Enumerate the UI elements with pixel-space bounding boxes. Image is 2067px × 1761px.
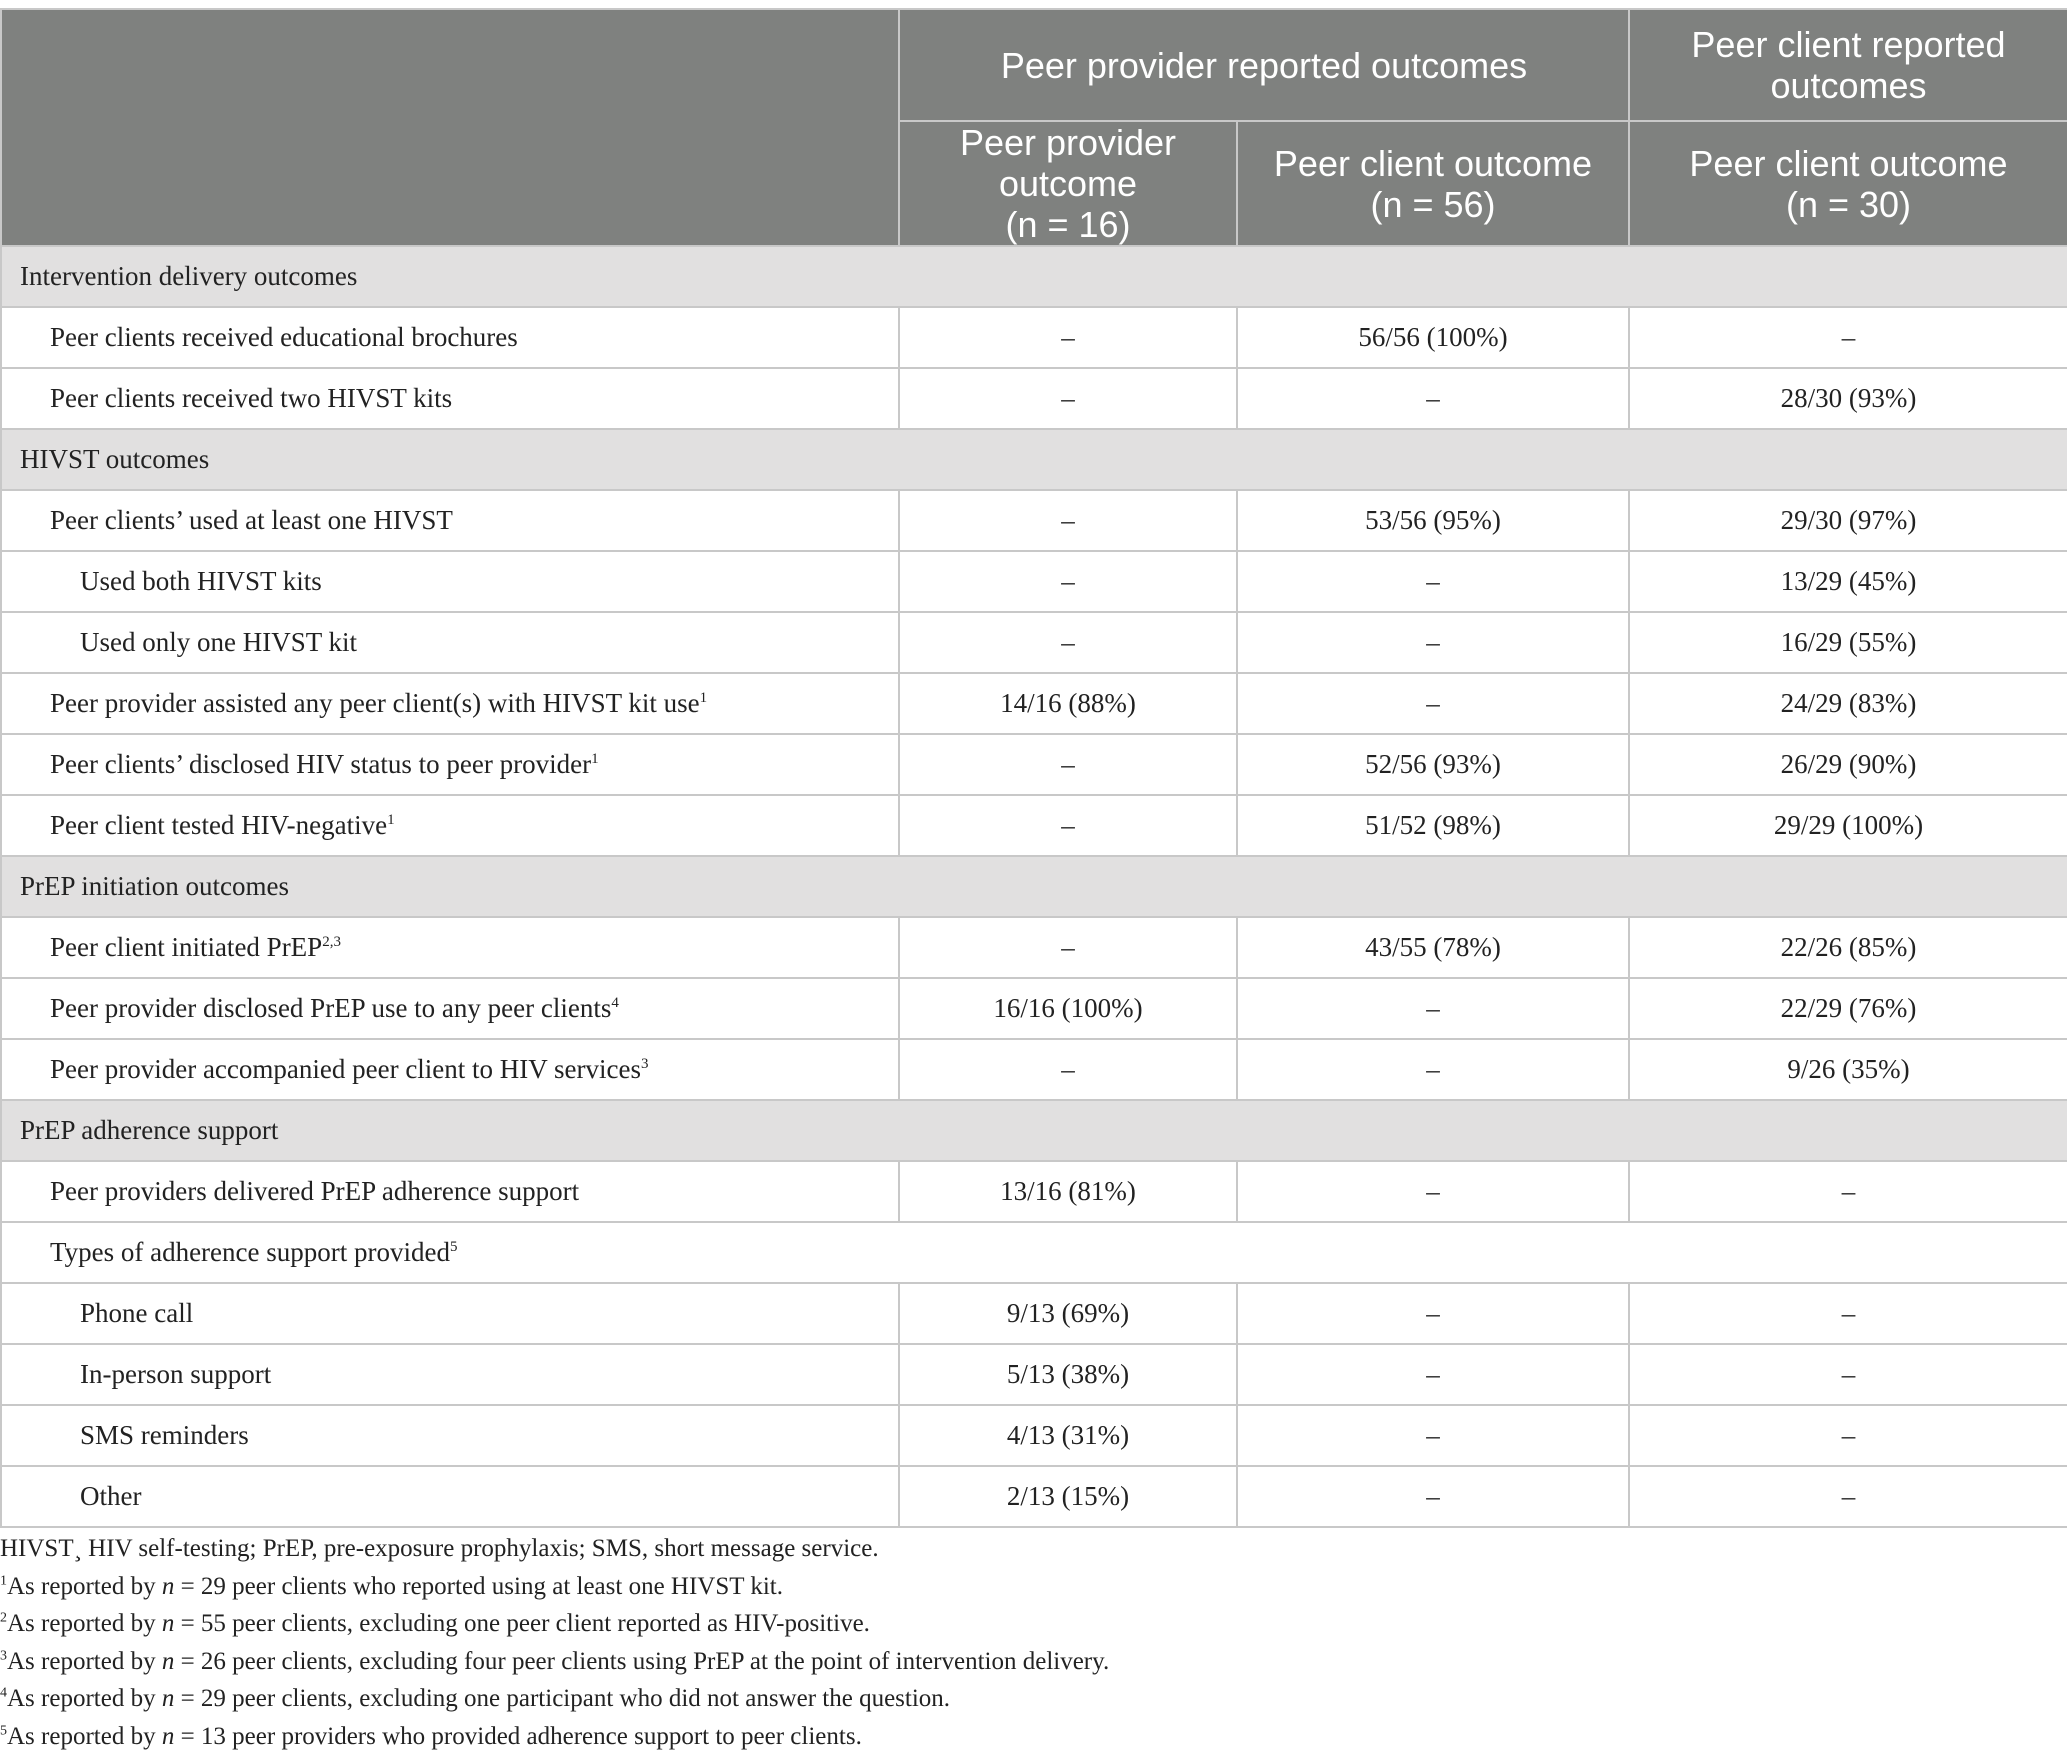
header-client-outcome-a [1237, 121, 1629, 246]
row-label-text: Peer clients’ used at least one HIVST [50, 505, 453, 535]
table-row [1, 490, 2067, 551]
value-cell: 24/29 (83%) [1629, 673, 2067, 734]
value-cell: – [1237, 1344, 1629, 1405]
row-label-text: Used only one HIVST kit [80, 627, 357, 657]
footnote-text: As reported by [7, 1685, 162, 1712]
table-row [1, 795, 2067, 856]
value-cell: 22/29 (76%) [1629, 978, 2067, 1039]
row-label-text: Peer client tested HIV-negative [50, 810, 388, 840]
row-label [1, 734, 899, 795]
table-row [1, 551, 2067, 612]
value-cell: – [899, 490, 1237, 551]
value-cell: – [1237, 673, 1629, 734]
table-row [1, 673, 2067, 734]
header-group-client: Peer client reported outcomes [1629, 9, 2067, 121]
row-label [1, 307, 899, 368]
value-cell: – [899, 795, 1237, 856]
table-row [1, 368, 2067, 429]
footnote-n: n [161, 1610, 175, 1637]
value-cell: – [899, 612, 1237, 673]
section-title: PrEP adherence support [1, 1100, 2067, 1161]
footnote [0, 1718, 2067, 1756]
value-cell: – [899, 917, 1237, 978]
footnote-marker: 4 [611, 995, 619, 1011]
table-row [1, 1222, 2067, 1283]
row-label [1, 490, 899, 551]
footnote-mark: 3 [0, 1648, 7, 1664]
row-label-text: Other [80, 1481, 142, 1511]
section-title: HIVST outcomes [1, 429, 2067, 490]
footnote-mark: 5 [0, 1723, 7, 1739]
value-cell: 9/26 (35%) [1629, 1039, 2067, 1100]
footnote [0, 1568, 2067, 1606]
footnote-marker: 1 [699, 690, 708, 706]
value-cell: 4/13 (31%) [899, 1405, 1237, 1466]
value-cell: – [1629, 1283, 2067, 1344]
value-cell: – [1237, 1283, 1629, 1344]
value-cell: 26/29 (90%) [1629, 734, 2067, 795]
value-cell: 13/29 (45%) [1629, 551, 2067, 612]
footnote-abbreviations: HIVST¸ HIV self-testing; PrEP, pre-exposure prophylaxis; SMS, short message service. [0, 1535, 879, 1562]
footnote-marker: 1 [387, 812, 395, 828]
section-row [1, 856, 2067, 917]
footnote-n: n [161, 1722, 175, 1750]
row-label [1, 368, 899, 429]
value-cell: 16/16 (100%) [899, 978, 1237, 1039]
table-row [1, 1283, 2067, 1344]
row-label [1, 1283, 899, 1344]
row-label-text: In-person support [80, 1359, 272, 1389]
row-label [1, 1161, 899, 1222]
header-client-outcome-b-label: Peer client outcome [1689, 142, 2008, 184]
footnote-marker: 5 [449, 1239, 458, 1255]
section-title: Intervention delivery outcomes [1, 246, 2067, 307]
section-row [1, 1100, 2067, 1161]
row-label-text: Peer clients received educational brochures [50, 322, 518, 352]
footnote-text: As reported by [7, 1610, 162, 1637]
row-label [1, 1039, 899, 1100]
value-cell: 22/26 (85%) [1629, 917, 2067, 978]
footnote-n: n [161, 1685, 175, 1712]
value-cell: – [1629, 1161, 2067, 1222]
value-cell: – [899, 1039, 1237, 1100]
footnote-text: = 29 peer clients, excluding one participant who did not answer the question. [174, 1685, 951, 1712]
row-label-text: Peer provider assisted any peer client(s) with HIVST kit use [50, 688, 700, 718]
value-cell: 5/13 (38%) [899, 1344, 1237, 1405]
value-cell: – [1237, 368, 1629, 429]
table-row [1, 1405, 2067, 1466]
section-row [1, 429, 2067, 490]
table-header [1, 9, 2067, 246]
results-table [0, 8, 2067, 1528]
row-label-text: SMS reminders [80, 1420, 249, 1450]
row-label [1, 1405, 899, 1466]
value-cell: – [899, 307, 1237, 368]
footnote-text: = 13 peer providers who provided adherence support to peer clients. [174, 1722, 862, 1750]
row-label [1, 1344, 899, 1405]
value-cell: 13/16 (81%) [899, 1161, 1237, 1222]
table-row [1, 1466, 2067, 1527]
table-row [1, 1344, 2067, 1405]
table-row [1, 734, 2067, 795]
table-row [1, 1161, 2067, 1222]
value-cell: – [1237, 612, 1629, 673]
value-cell: – [1629, 1466, 2067, 1527]
value-cell: 9/13 (69%) [899, 1283, 1237, 1344]
value-cell: – [899, 551, 1237, 612]
value-cell: 43/55 (78%) [1237, 917, 1629, 978]
value-cell: 16/29 (55%) [1629, 612, 2067, 673]
value-cell: – [1237, 1466, 1629, 1527]
footnote-text: = 55 peer clients, excluding one peer client reported as HIV-positive. [174, 1610, 870, 1637]
row-label-text: Phone call [80, 1298, 194, 1328]
footnote-text: = 29 peer clients who reported using at least one HIVST kit. [174, 1572, 783, 1600]
value-cell: – [1237, 1405, 1629, 1466]
footnote-n: n [161, 1572, 175, 1600]
header-client-outcome-a-n: (n = 56) [1370, 183, 1496, 225]
footnote [0, 1605, 2067, 1643]
row-label-text: Peer clients’ disclosed HIV status to peer provider [50, 749, 592, 779]
header-client-outcome-b-n: (n = 30) [1785, 183, 1912, 225]
value-cell: 51/52 (98%) [1237, 795, 1629, 856]
value-cell: – [1237, 1039, 1629, 1100]
row-label [1, 917, 899, 978]
header-client-outcome-b [1629, 121, 2067, 246]
value-cell: – [1629, 1405, 2067, 1466]
section-title: PrEP initiation outcomes [1, 856, 2067, 917]
row-label [1, 612, 899, 673]
value-cell: 52/56 (93%) [1237, 734, 1629, 795]
header-blank-cell [1, 9, 899, 246]
value-cell: 29/30 (97%) [1629, 490, 2067, 551]
header-group-provider: Peer provider reported outcomes [899, 9, 1629, 121]
footnote [0, 1643, 2067, 1681]
value-cell: – [1237, 1161, 1629, 1222]
header-client-outcome-a-label: Peer client outcome [1273, 142, 1593, 184]
footnote [0, 1680, 2067, 1718]
footnote-marker: 3 [641, 1056, 649, 1072]
footnote-mark: 1 [0, 1573, 7, 1589]
footnote-mark: 4 [0, 1685, 7, 1701]
row-label-text: Used both HIVST kits [80, 566, 322, 596]
header-provider-outcome [899, 121, 1237, 246]
value-cell: – [1237, 978, 1629, 1039]
header-provider-outcome-label: Peer provider outcome [959, 122, 1177, 204]
footnote-text: As reported by [7, 1722, 162, 1750]
footnote-n: n [161, 1647, 175, 1675]
row-label-text: Peer providers delivered PrEP adherence support [50, 1176, 580, 1206]
value-cell: 14/16 (88%) [899, 673, 1237, 734]
table-row [1, 1039, 2067, 1100]
section-row [1, 246, 2067, 307]
row-label [1, 1466, 899, 1527]
value-cell: – [899, 368, 1237, 429]
table-row [1, 612, 2067, 673]
footnote-text: As reported by [7, 1647, 162, 1675]
value-cell: 28/30 (93%) [1629, 368, 2067, 429]
results-table-container [0, 8, 2067, 1528]
row-label [1, 1222, 2067, 1283]
table-row [1, 917, 2067, 978]
row-label-text: Peer client initiated PrEP [50, 932, 323, 962]
row-label [1, 978, 899, 1039]
row-label [1, 673, 899, 734]
table-row [1, 978, 2067, 1039]
row-label [1, 551, 899, 612]
table-body [1, 246, 2067, 1527]
value-cell: 2/13 (15%) [899, 1466, 1237, 1527]
header-provider-outcome-n: (n = 16) [1005, 204, 1131, 245]
row-label-text: Peer provider accompanied peer client to HIV services [50, 1054, 642, 1084]
value-cell: 53/56 (95%) [1237, 490, 1629, 551]
value-cell: – [1629, 1344, 2067, 1405]
table-footnotes [0, 1530, 2067, 1755]
value-cell: 56/56 (100%) [1237, 307, 1629, 368]
row-label-text: Peer clients received two HIVST kits [50, 383, 453, 413]
value-cell: 29/29 (100%) [1629, 795, 2067, 856]
row-label-text: Peer provider disclosed PrEP use to any peer clients [50, 993, 612, 1023]
table-row [1, 307, 2067, 368]
footnote-mark: 2 [0, 1610, 7, 1626]
footnote-marker: 2,3 [322, 934, 341, 950]
footnote-marker: 1 [591, 751, 599, 767]
footnote-text: As reported by [7, 1572, 162, 1600]
value-cell: – [1629, 307, 2067, 368]
row-label-text: Types of adherence support provided [50, 1237, 450, 1267]
value-cell: – [899, 734, 1237, 795]
footnote-text: = 26 peer clients, excluding four peer clients using PrEP at the point of intervention delivery. [174, 1647, 1110, 1675]
row-label [1, 795, 899, 856]
value-cell: – [1237, 551, 1629, 612]
